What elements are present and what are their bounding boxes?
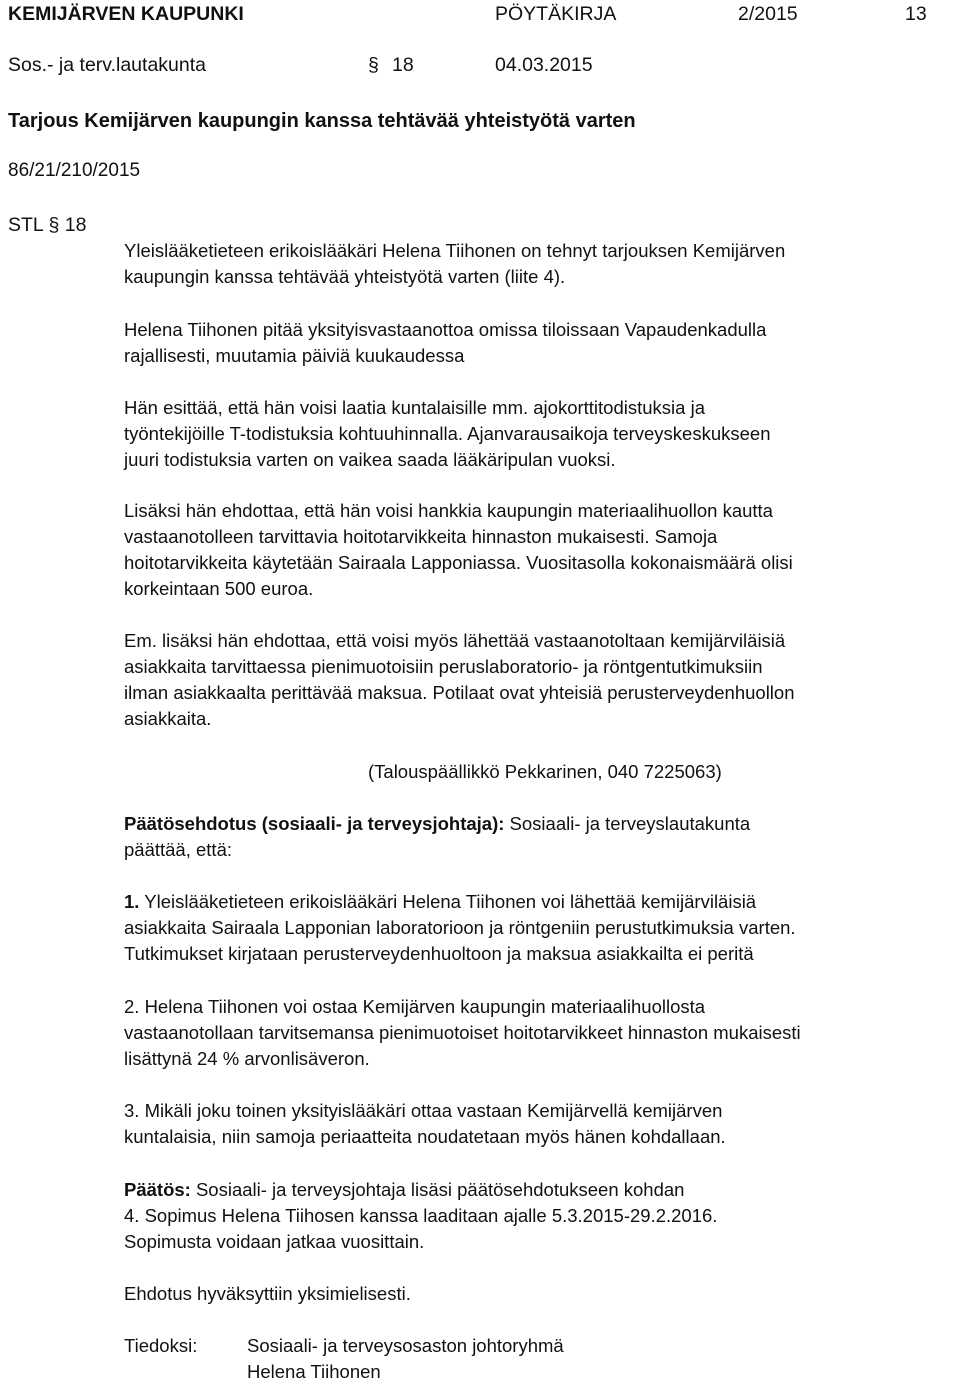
paragraph-supplies (124, 498, 950, 602)
committee-name: Sos.- ja terv.lautakunta (8, 54, 206, 76)
text-line: asiakkaita Sairaala Lapponian laboratorioon ja röntgeniin perustutkimuksia varten. (124, 917, 796, 938)
reference-number: 86/21/210/2015 (8, 160, 141, 181)
page-title: Tarjous Kemijärven kaupungin kanssa tehtävää yhteistyötä varten (8, 110, 636, 132)
item-1-number: 1. (124, 891, 140, 912)
proposal-item-3 (124, 1098, 950, 1150)
item-label-text: STL (8, 214, 44, 236)
text-line: vastaanotollaan tarvitsemansa pienimuotoiset hoitotarvikkeet hinnaston mukaisesti (124, 1022, 801, 1043)
text-line: hoitotarvikkeita käytetään Sairaala Lapponiassa. Vuositasolla kokonaismäärä olisi (124, 552, 793, 573)
paragraph-referrals (124, 628, 950, 732)
text-line: asiakkaita. (124, 708, 212, 729)
decision (124, 1177, 950, 1255)
recipient: Sosiaali- ja terveysosaston johtoryhmä (247, 1335, 564, 1356)
text-line: vastaanotolleen tarvittavia hoitotarvikkeita hinnaston mukaisesti. Samoja (124, 526, 718, 547)
text-line: Tutkimukset kirjataan perusterveydenhuoltoon ja maksua asiakkailta ei peritä (124, 943, 754, 964)
paragraph-private-practice (124, 317, 950, 369)
proposal-item-2 (124, 994, 950, 1072)
text-line: lisättynä 24 % arvonlisäveron. (124, 1048, 370, 1069)
proposal-text: Sosiaali- ja terveyslautakunta (504, 813, 751, 834)
text-line: Sopimusta voidaan jatkaa vuosittain. (124, 1231, 425, 1252)
contact-info: (Talouspäällikkö Pekkarinen, 040 7225063) (368, 761, 722, 782)
decision-label: Päätös: (124, 1179, 191, 1200)
text-line: Helena Tiihonen pitää yksityisvastaanottoa omissa tiloissaan Vapaudenkadulla (124, 319, 767, 340)
text-line: juuri todistuksia varten on vaikea saada lääkäripulan vuoksi. (124, 449, 616, 470)
item-1-text: Yleislääketieteen erikoislääkäri Helena Tiihonen voi lähettää kemijärviläisiä (139, 891, 757, 912)
proposal-item-1 (124, 889, 950, 967)
paragraph-offer (124, 238, 950, 290)
paragraph-certificates (124, 395, 950, 473)
text-line (124, 889, 950, 915)
distribution-recipients (247, 1333, 564, 1385)
approval-note: Ehdotus hyväksyttiin yksimielisesti. (124, 1283, 411, 1304)
section-sign: § (368, 54, 379, 76)
text-line (124, 811, 950, 837)
doc-type: PÖYTÄKIRJA (495, 3, 617, 25)
text-line: päättää, että: (124, 839, 233, 860)
text-line: ilman asiakkaalta perittävää maksua. Potilaat ovat yhteisiä perusterveydenhuollon (124, 682, 795, 703)
text-line: kaupungin kanssa tehtävää yhteistyötä varten (liite 4). (124, 266, 566, 287)
text-line: asiakkaita tarvittaessa pienimuotoisiin peruslaboratorio- ja röntgentutkimuksiin (124, 656, 763, 677)
text-line: 3. Mikäli joku toinen yksityislääkäri ottaa vastaan Kemijärvellä kemijärven (124, 1100, 723, 1121)
text-line: kuntalaisia, niin samoja periaatteita noudatetaan myös hänen kohdallaan. (124, 1126, 726, 1147)
distribution-label: Tiedoksi: (124, 1335, 198, 1356)
text-line: 2. Helena Tiihonen voi ostaa Kemijärven kaupungin materiaalihuollosta (124, 996, 706, 1017)
text-line: Em. lisäksi hän ehdottaa, että voisi myös lähettää vastaanotoltaan kemijärviläisiä (124, 630, 786, 651)
text-line (124, 1177, 950, 1203)
text-line: rajallisesti, muutamia päiviä kuukaudessa (124, 345, 465, 366)
text-line: Hän esittää, että hän voisi laatia kuntalaisille mm. ajokorttitodistuksia ja (124, 397, 705, 418)
text-line: Lisäksi hän ehdottaa, että hän voisi hankkia kaupungin materiaalihuollon kautta (124, 500, 773, 521)
text-line: työntekijöille T-todistuksia kohtuuhinnalla. Ajanvarausaikoja terveyskeskukseen (124, 423, 771, 444)
item-number: 18 (64, 214, 87, 236)
text-line: Yleislääketieteen erikoislääkäri Helena Tiihonen on tehnyt tarjouksen Kemijärven (124, 240, 786, 261)
recipient: Helena Tiihonen (247, 1361, 381, 1382)
doc-number: 2/2015 (738, 3, 798, 25)
org-name: KEMIJÄRVEN KAUPUNKI (8, 3, 244, 25)
proposal-label: Päätösehdotus (sosiaali- ja terveysjohtaja): (124, 813, 505, 834)
decision-proposal (124, 811, 950, 863)
decision-text: Sosiaali- ja terveysjohtaja lisäsi päätösehdotukseen kohdan (190, 1179, 685, 1200)
page-number: 13 (905, 3, 927, 25)
text-line: 4. Sopimus Helena Tiihosen kanssa laaditaan ajalle 5.3.2015-29.2.2016. (124, 1205, 718, 1226)
meeting-date: 04.03.2015 (495, 54, 593, 76)
item-section-sign: § (48, 214, 60, 236)
text-line: korkeintaan 500 euroa. (124, 578, 314, 599)
section-number: 18 (392, 54, 414, 76)
item-label (8, 212, 86, 238)
